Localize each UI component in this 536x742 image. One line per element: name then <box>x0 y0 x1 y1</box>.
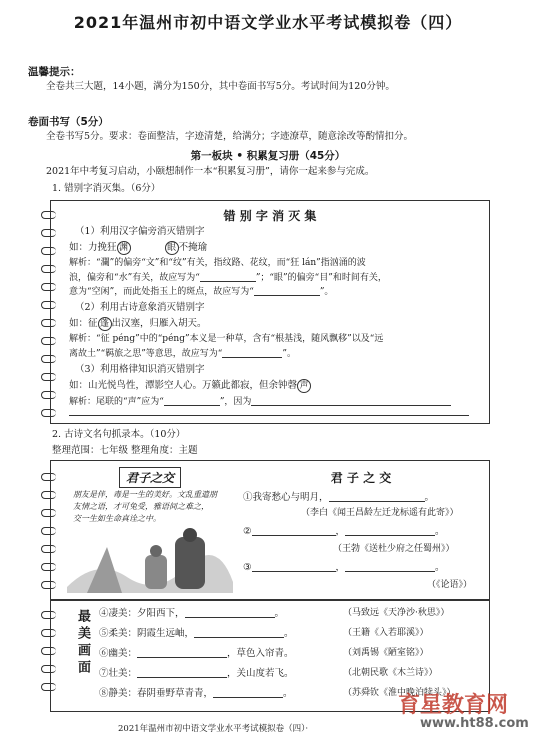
scenery-item-7: ⑦壮美： ，关山度若飞。 <box>99 668 294 679</box>
ink-painting-image <box>67 527 233 593</box>
q1-exp2-l2: 离故土”“羁旅之思”等意思，故应写为“ ”。 <box>69 349 297 359</box>
answer-blank[interactable] <box>137 667 227 678</box>
answer-line[interactable] <box>69 415 469 416</box>
answer-blank[interactable] <box>222 347 282 358</box>
scenery-item-4-source: （马致远《天净沙·秋思》） <box>343 608 450 618</box>
q2-scope: 整理范围：七年级 整理角度：主题 <box>52 445 198 456</box>
section-heading: 第一板块 • 积累复习册（45分） <box>190 150 346 162</box>
answer-blank[interactable] <box>164 395 220 406</box>
circled-char: 渊 <box>117 241 131 255</box>
answer-blank[interactable] <box>345 561 435 572</box>
answer-blank[interactable] <box>185 607 275 618</box>
page-footer: 2021年温州市初中语文学业水平考试模拟卷（四）· <box>118 724 309 734</box>
scenery-item-5: ⑤柔美：阴霞生远岫， 。 <box>99 628 294 639</box>
scenery-item-6-source: （刘禹锡《陋室铭》） <box>343 648 429 658</box>
q1-ex1: 如：力挽狂 渊 眼 不掩瑜 <box>69 242 208 253</box>
q1-ex2: 如：征 蓬 出汉塞，归雁入胡天。 <box>69 318 207 329</box>
q1-sub3: （3）利用格律知识消灭错别字 <box>75 364 205 375</box>
q1-ex3: 如：山光悦鸟性，潭影空人心。万籁此都寂，但余钟磬 声 <box>69 379 311 393</box>
q2-item-3: ③ ， 。 <box>243 562 445 573</box>
page-title: 2021年温州市初中语文学业水平考试模拟卷（四） <box>73 13 463 32</box>
answer-blank[interactable] <box>345 525 435 536</box>
writing-heading: 卷面书写（5分） <box>28 116 109 128</box>
q1-sub2: （2）利用古诗意象消灭错别字 <box>75 302 205 313</box>
section-intro: 2021年中考复习启动，小颐想制作一本“积累复习册”，请你一起来参与完成。 <box>46 166 375 177</box>
q2-item-1-source: （李白《闻王昌龄左迁龙标遥有此寄》） <box>301 508 459 518</box>
answer-blank[interactable] <box>251 395 451 406</box>
answer-blank[interactable] <box>137 647 227 658</box>
q1-exp1-l1: 解析：“瀾”的偏旁“文”和“纹”有关，指纹路、花纹，而“狂 lán”指汹涌的波 <box>69 258 366 268</box>
q1-exp1-l2: 浪，偏旁和“水”有关，故应写为“ ”；“眼”的偏旁“目”和时间有关， <box>69 273 387 283</box>
scenery-item-4: ④凄美：夕阳西下， 。 <box>99 608 285 619</box>
q2-box-title: 君 子 之 交 <box>330 471 392 485</box>
answer-blank[interactable] <box>200 271 256 282</box>
q2-box <box>50 460 490 600</box>
calligraphy-title: 君子之交 <box>119 467 181 488</box>
scenery-item-7-source: （北朝民歌《木兰诗》） <box>343 668 438 678</box>
q2-item-1: ①我寄愁心与明月， 。 <box>243 492 435 503</box>
q1-box <box>50 200 490 424</box>
q1-label: 1. 错别字消灭集。（6分） <box>52 183 161 194</box>
calligraphy-line: 朋友是伴，毒是一生的美好。文乱重遣朋 <box>73 490 217 499</box>
q1-exp2-l1: 解析：“征 péng”中的“péng”本义是一种草，含有“根基浅，随风飘移”以及“远 <box>69 334 384 344</box>
scenery-item-6: ⑥幽美： ，草色入帘青。 <box>99 648 294 659</box>
q1-sub1: （1）利用汉字偏旁消灭错别字 <box>75 226 205 237</box>
answer-blank[interactable] <box>254 285 320 296</box>
calligraphy-line: 交一生如生命真诠之中。 <box>73 514 161 523</box>
q1-box-title: 错 别 字 消 灭 集 <box>223 209 317 223</box>
circled-char: 眼 <box>165 241 179 255</box>
writing-text: 全卷书写5分。要求：卷面整洁，字迹清楚，给满分；字迹潦草，随意涂改等酌情扣分。 <box>46 131 414 142</box>
tips-text: 全卷共三大题，14小题，满分为150分，其中卷面书写5分。考试时间为120分钟。 <box>46 81 395 92</box>
q2-item-2: ② ， 。 <box>243 526 445 537</box>
watermark-brand: 育星教育网 <box>398 693 509 718</box>
q2-item-2-source: （王勃《送杜少府之任蜀州》） <box>333 544 455 554</box>
illustration-panel <box>59 465 237 595</box>
side-label: 最美画面 <box>75 609 90 677</box>
watermark-url: www.ht88.com <box>420 716 529 731</box>
q2-label: 2. 古诗文名句抓录本。（10分） <box>52 429 186 440</box>
answer-blank[interactable] <box>329 491 425 502</box>
answer-blank[interactable] <box>213 687 283 698</box>
tips-heading: 温馨提示： <box>28 66 81 78</box>
scenery-item-8: ⑧静美：春阴垂野草青青， 。 <box>99 688 293 699</box>
answer-blank[interactable] <box>252 561 336 572</box>
circled-char: 蓬 <box>98 317 112 331</box>
calligraphy-line: 友情之语，才可兔受，雅语间之难之， <box>73 502 209 511</box>
scenery-item-8-source: （苏舜钦《淮中晚泊犊头》） <box>343 688 456 698</box>
q1-exp1-l3: 意为“空闲”，而此处指玉上的斑点，故应写为“ ”。 <box>69 287 334 297</box>
answer-blank[interactable] <box>194 627 284 638</box>
answer-blank[interactable] <box>252 525 336 536</box>
q2-item-3-source: （《论语》） <box>427 580 473 590</box>
scenery-item-5-source: （王籍《入若耶溪》） <box>343 628 429 638</box>
q1-exp3: 解析：尾联的“声”应为“ ”，因为 <box>69 395 451 409</box>
circled-char: 声 <box>297 379 311 393</box>
